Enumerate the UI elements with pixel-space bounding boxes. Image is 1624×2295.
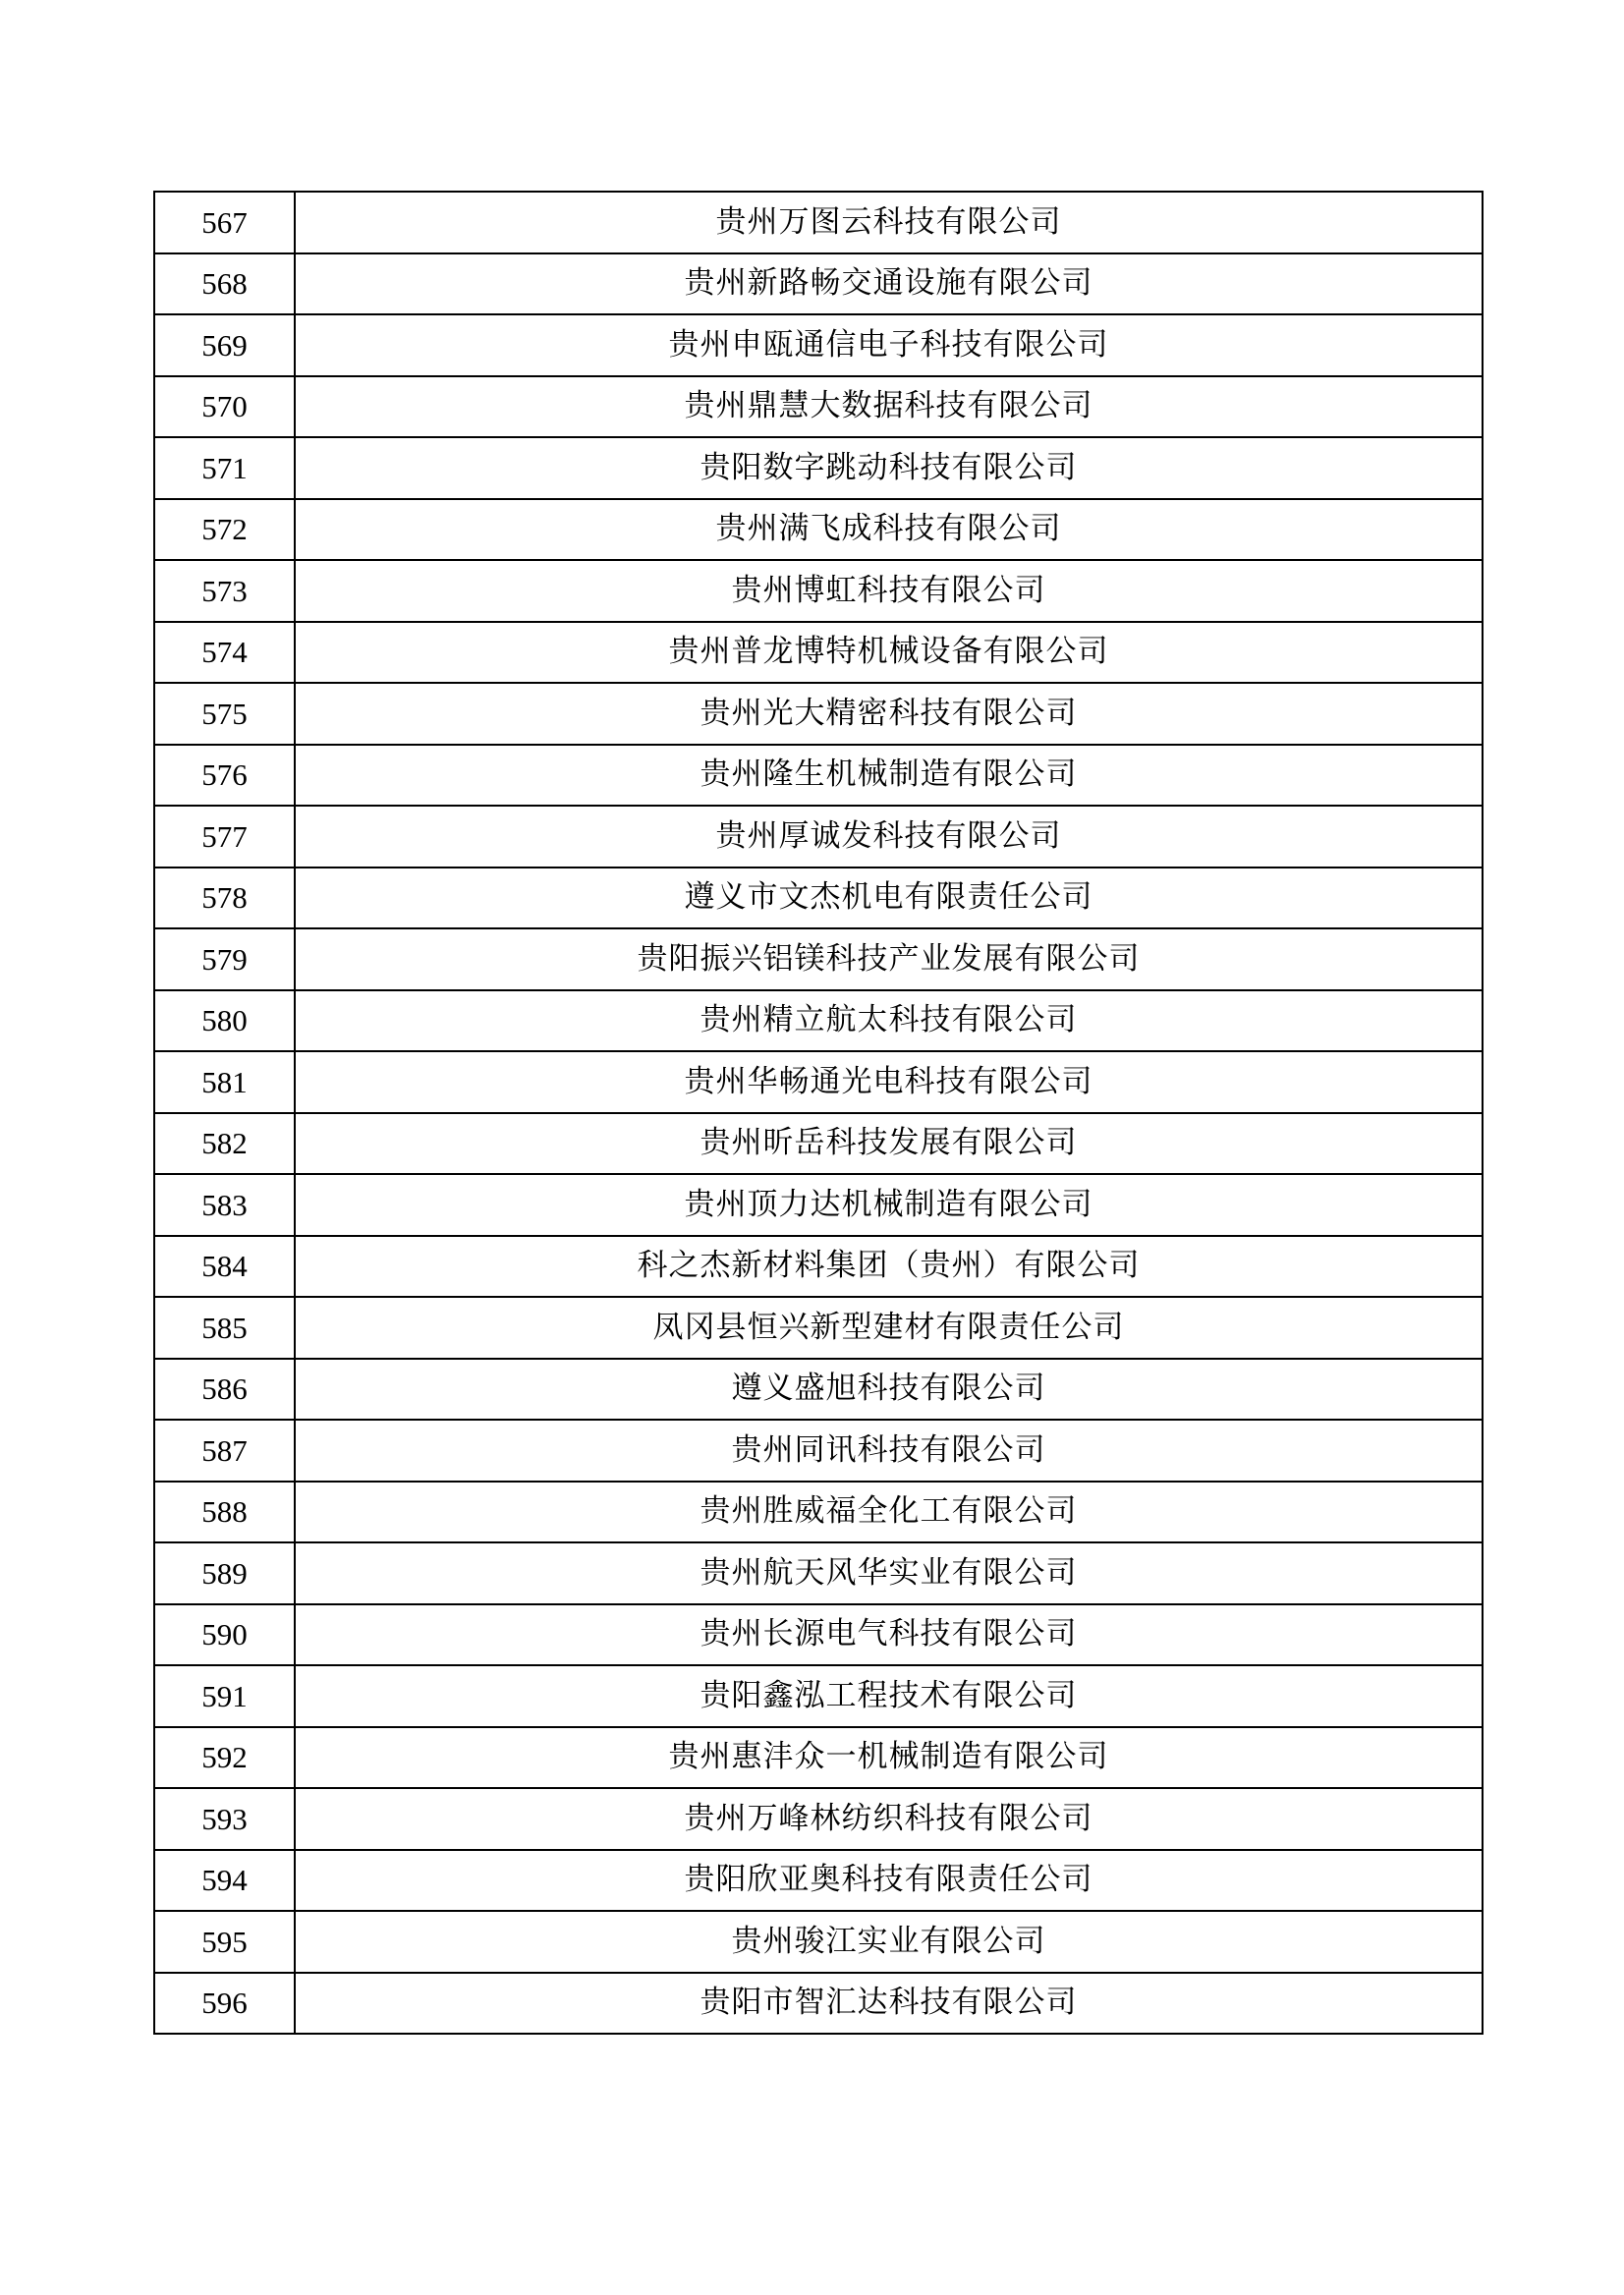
table-row <box>154 1727 1483 1789</box>
table-row <box>154 1051 1483 1113</box>
row-number-cell: 590 <box>154 1604 295 1666</box>
table-row <box>154 1911 1483 1973</box>
table-row <box>154 437 1483 499</box>
company-name-cell: 贵州胜威福全化工有限公司 <box>295 1482 1483 1543</box>
row-number-cell: 570 <box>154 376 295 438</box>
row-number-cell: 594 <box>154 1850 295 1912</box>
row-number-cell: 586 <box>154 1359 295 1421</box>
company-name-cell: 贵州隆生机械制造有限公司 <box>295 745 1483 807</box>
company-name-cell: 遵义盛旭科技有限公司 <box>295 1359 1483 1421</box>
company-name-cell: 贵阳欣亚奥科技有限责任公司 <box>295 1850 1483 1912</box>
company-name-cell: 贵州满飞成科技有限公司 <box>295 499 1483 561</box>
company-name-cell: 贵州申瓯通信电子科技有限公司 <box>295 314 1483 376</box>
table-row <box>154 1297 1483 1359</box>
row-number-cell: 573 <box>154 560 295 622</box>
row-number-cell: 584 <box>154 1236 295 1298</box>
row-number-cell: 595 <box>154 1911 295 1973</box>
row-number-cell: 581 <box>154 1051 295 1113</box>
table-row <box>154 499 1483 561</box>
table-row <box>154 1788 1483 1850</box>
row-number-cell: 568 <box>154 253 295 315</box>
company-name-cell: 贵州昕岳科技发展有限公司 <box>295 1113 1483 1175</box>
table-row <box>154 1420 1483 1482</box>
row-number-cell: 576 <box>154 745 295 807</box>
company-name-cell: 贵州万图云科技有限公司 <box>295 192 1483 253</box>
row-number-cell: 567 <box>154 192 295 253</box>
company-name-cell: 贵州同讯科技有限公司 <box>295 1420 1483 1482</box>
row-number-cell: 585 <box>154 1297 295 1359</box>
row-number-cell: 593 <box>154 1788 295 1850</box>
company-name-cell: 贵州精立航太科技有限公司 <box>295 990 1483 1052</box>
row-number-cell: 575 <box>154 683 295 745</box>
company-name-cell: 贵阳鑫泓工程技术有限公司 <box>295 1665 1483 1727</box>
table-row <box>154 1542 1483 1604</box>
row-number-cell: 583 <box>154 1174 295 1236</box>
table-row <box>154 1113 1483 1175</box>
row-number-cell: 578 <box>154 868 295 929</box>
table-row <box>154 1850 1483 1912</box>
company-name-cell: 贵州长源电气科技有限公司 <box>295 1604 1483 1666</box>
company-name-cell: 贵州惠沣众一机械制造有限公司 <box>295 1727 1483 1789</box>
table-row <box>154 1604 1483 1666</box>
row-number-cell: 571 <box>154 437 295 499</box>
table-row <box>154 1174 1483 1236</box>
row-number-cell: 592 <box>154 1727 295 1789</box>
company-name-cell: 贵州华畅通光电科技有限公司 <box>295 1051 1483 1113</box>
row-number-cell: 591 <box>154 1665 295 1727</box>
table-row <box>154 1236 1483 1298</box>
company-name-cell: 贵阳振兴铝镁科技产业发展有限公司 <box>295 928 1483 990</box>
row-number-cell: 579 <box>154 928 295 990</box>
company-name-cell: 科之杰新材料集团（贵州）有限公司 <box>295 1236 1483 1298</box>
table-row <box>154 376 1483 438</box>
company-name-cell: 贵州万峰林纺织科技有限公司 <box>295 1788 1483 1850</box>
company-list-body <box>154 192 1483 2034</box>
company-name-cell: 贵州顶力达机械制造有限公司 <box>295 1174 1483 1236</box>
company-name-cell: 贵州骏江实业有限公司 <box>295 1911 1483 1973</box>
company-name-cell: 贵阳市智汇达科技有限公司 <box>295 1973 1483 2035</box>
company-name-cell: 贵州厚诚发科技有限公司 <box>295 806 1483 868</box>
company-name-cell: 贵州航天风华实业有限公司 <box>295 1542 1483 1604</box>
company-name-cell: 贵州新路畅交通设施有限公司 <box>295 253 1483 315</box>
table-row <box>154 314 1483 376</box>
company-name-cell: 遵义市文杰机电有限责任公司 <box>295 868 1483 929</box>
table-row <box>154 1665 1483 1727</box>
company-name-cell: 贵州鼎慧大数据科技有限公司 <box>295 376 1483 438</box>
table-row <box>154 560 1483 622</box>
row-number-cell: 580 <box>154 990 295 1052</box>
row-number-cell: 577 <box>154 806 295 868</box>
company-name-cell: 贵州博虹科技有限公司 <box>295 560 1483 622</box>
table-row <box>154 683 1483 745</box>
row-number-cell: 582 <box>154 1113 295 1175</box>
table-row <box>154 928 1483 990</box>
table-row <box>154 622 1483 684</box>
company-name-cell: 贵州普龙博特机械设备有限公司 <box>295 622 1483 684</box>
row-number-cell: 596 <box>154 1973 295 2035</box>
table-row <box>154 806 1483 868</box>
company-name-cell: 凤冈县恒兴新型建材有限责任公司 <box>295 1297 1483 1359</box>
company-name-cell: 贵阳数字跳动科技有限公司 <box>295 437 1483 499</box>
row-number-cell: 574 <box>154 622 295 684</box>
row-number-cell: 569 <box>154 314 295 376</box>
table-row <box>154 1973 1483 2035</box>
table-row <box>154 990 1483 1052</box>
row-number-cell: 587 <box>154 1420 295 1482</box>
company-name-cell: 贵州光大精密科技有限公司 <box>295 683 1483 745</box>
table-row <box>154 1359 1483 1421</box>
company-list-table <box>153 191 1484 2035</box>
table-row <box>154 192 1483 253</box>
table-row <box>154 253 1483 315</box>
table-row <box>154 1482 1483 1543</box>
table-row <box>154 745 1483 807</box>
table-row <box>154 868 1483 929</box>
row-number-cell: 589 <box>154 1542 295 1604</box>
row-number-cell: 588 <box>154 1482 295 1543</box>
row-number-cell: 572 <box>154 499 295 561</box>
